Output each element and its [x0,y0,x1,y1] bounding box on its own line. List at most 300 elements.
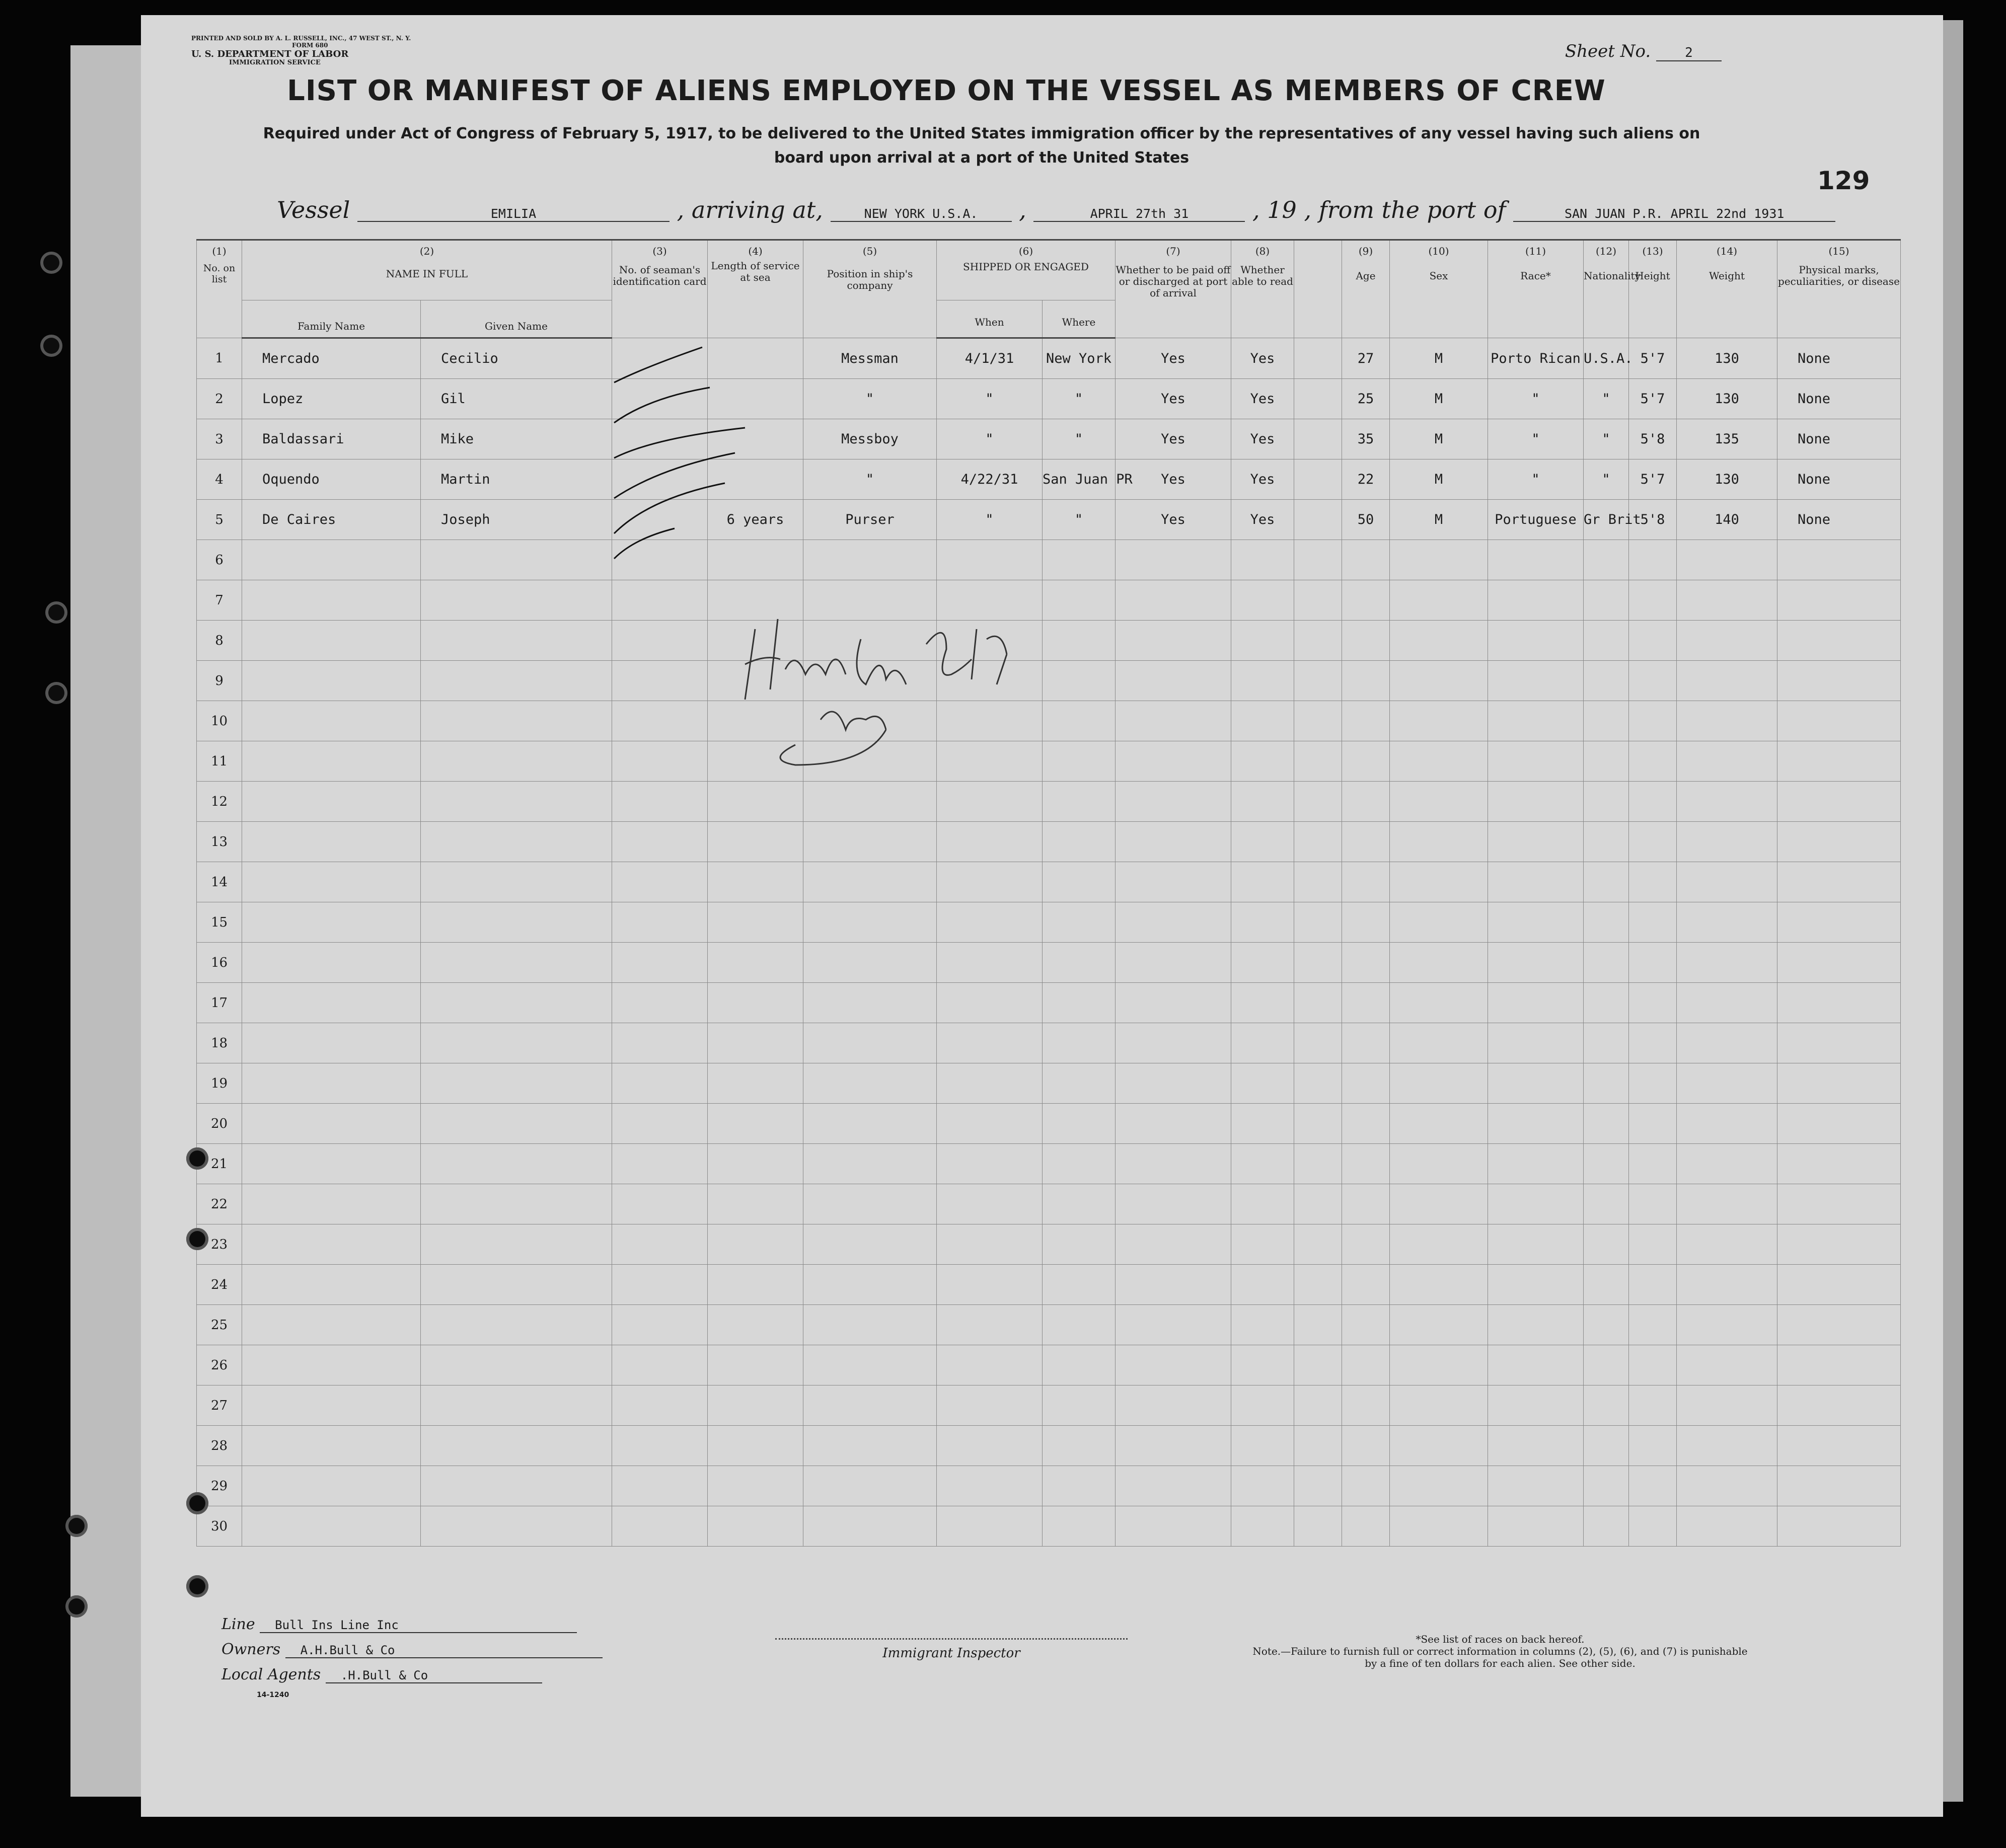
id-card [612,621,708,661]
age [1342,741,1390,782]
id-card [612,1426,708,1466]
weight: 130 [1677,459,1777,500]
physical-marks [1777,621,1901,661]
weight [1677,1506,1777,1547]
paid-off [1116,1466,1231,1506]
weight [1677,1184,1777,1224]
paid-off [1116,1184,1231,1224]
shipped-where [1043,1345,1116,1385]
shipped-where [1043,983,1116,1023]
service-length [708,1385,803,1426]
position [803,1265,937,1305]
service-length [708,1426,803,1466]
age [1342,1063,1390,1104]
age [1342,822,1390,862]
id-card [612,983,708,1023]
position [803,1184,937,1224]
table-row [197,1265,1901,1305]
manifest-sheet [141,15,1943,1817]
family-name [242,1265,421,1305]
paid-off [1116,902,1231,943]
physical-marks [1777,902,1901,943]
shipped-when [937,1104,1043,1144]
spacer-cell [1294,1385,1342,1426]
family-name [242,822,421,862]
shipped-where [1043,822,1116,862]
physical-marks [1777,580,1901,621]
col-no-header: (1) No. on list [197,240,242,338]
family-name [242,983,421,1023]
family-name [242,1224,421,1265]
sex [1390,1104,1488,1144]
paid-off: Yes [1116,338,1231,379]
nationality [1584,1506,1629,1547]
position [803,1104,937,1144]
table-row [197,1506,1901,1547]
height: 5'8 [1629,500,1677,540]
nationality [1584,983,1629,1023]
row-number: 20 [197,1104,242,1144]
able-to-read [1231,902,1294,943]
sex [1390,1144,1488,1184]
nationality [1584,1385,1629,1426]
table-row [197,338,1901,379]
able-to-read [1231,1023,1294,1063]
shipped-where [1043,862,1116,902]
position: Purser [803,500,937,540]
family-name [242,540,421,580]
service-length [708,943,803,983]
family-name: De Caires [242,500,421,540]
table-row [197,902,1901,943]
nationality [1584,580,1629,621]
sex [1390,1063,1488,1104]
row-number: 10 [197,701,242,741]
able-to-read [1231,1385,1294,1426]
table-row [197,782,1901,822]
physical-marks: None [1777,338,1901,379]
row-number: 3 [197,419,242,459]
paid-off [1116,1144,1231,1184]
shipped-when [937,1385,1043,1426]
shipped-when [937,943,1043,983]
weight [1677,1265,1777,1305]
table-row [197,500,1901,540]
sex [1390,1224,1488,1265]
able-to-read [1231,1265,1294,1305]
shipped-where [1043,540,1116,580]
race [1488,1385,1584,1426]
able-to-read [1231,540,1294,580]
shipped-where [1043,1063,1116,1104]
table-row [197,1224,1901,1265]
age [1342,1144,1390,1184]
page-title: LIST OR MANIFEST OF ALIENS EMPLOYED ON THE VESSEL AS MEMBERS OF CREW [287,74,1606,107]
arriving-label: , arriving at, [677,196,823,223]
shipped-where: " [1043,379,1116,419]
family-name [242,862,421,902]
binder-hole [186,1147,208,1170]
position [803,983,937,1023]
position [803,1224,937,1265]
check-marks [604,337,856,579]
spacer-cell [1294,379,1342,419]
table-row [197,1144,1901,1184]
weight [1677,782,1777,822]
sex [1390,1265,1488,1305]
spacer-cell [1294,782,1342,822]
col-weight-header: (14) Weight [1677,240,1777,338]
nationality [1584,1466,1629,1506]
position [803,902,937,943]
shipped-when [937,1345,1043,1385]
col-service-header: (4) Length of service at sea [708,240,803,338]
age [1342,621,1390,661]
paid-off [1116,1426,1231,1466]
shipped-where [1043,1385,1116,1426]
paid-off [1116,540,1231,580]
given-name: Gil [421,379,612,419]
service-length [708,1144,803,1184]
shipped-where [1043,1466,1116,1506]
height [1629,1224,1677,1265]
weight [1677,902,1777,943]
id-card [612,1506,708,1547]
height [1629,701,1677,741]
height [1629,540,1677,580]
height [1629,1426,1677,1466]
physical-marks: None [1777,419,1901,459]
given-name [421,1144,612,1184]
given-name: Cecilio [421,338,612,379]
able-to-read [1231,1466,1294,1506]
given-name [421,580,612,621]
weight [1677,1144,1777,1184]
able-to-read [1231,1345,1294,1385]
race: " [1488,459,1584,500]
height: 5'7 [1629,379,1677,419]
shipped-when [937,1426,1043,1466]
weight [1677,701,1777,741]
paid-off [1116,1063,1231,1104]
able-to-read [1231,1305,1294,1345]
id-card [612,1466,708,1506]
race [1488,782,1584,822]
service-length: 6 years [708,500,803,540]
nationality [1584,540,1629,580]
table-row [197,1466,1901,1506]
department: U. S. DEPARTMENT OF LABOR [191,48,349,59]
row-number: 29 [197,1466,242,1506]
weight [1677,661,1777,701]
age: 35 [1342,419,1390,459]
nationality [1584,1104,1629,1144]
row-number: 16 [197,943,242,983]
race: Portuguese [1488,500,1584,540]
height [1629,1144,1677,1184]
row-number: 18 [197,1023,242,1063]
shipped-when [937,1466,1043,1506]
nationality [1584,741,1629,782]
height [1629,1305,1677,1345]
col-idcard-header: (3) No. of seaman's identification card [612,240,708,338]
shipped-where [1043,1305,1116,1345]
binder-hole [186,1228,208,1250]
age [1342,701,1390,741]
race [1488,661,1584,701]
nationality [1584,1023,1629,1063]
family-name [242,782,421,822]
race [1488,1224,1584,1265]
able-to-read [1231,1224,1294,1265]
weight [1677,621,1777,661]
row-number: 30 [197,1506,242,1547]
physical-marks [1777,1023,1901,1063]
family-name [242,1144,421,1184]
height [1629,822,1677,862]
physical-marks [1777,661,1901,701]
id-card [612,902,708,943]
height [1629,1385,1677,1426]
height [1629,621,1677,661]
table-row [197,862,1901,902]
physical-marks [1777,701,1901,741]
able-to-read [1231,862,1294,902]
race [1488,1305,1584,1345]
given-name: Martin [421,459,612,500]
service-length [708,1224,803,1265]
col-nationality-header: (12) Nationality [1584,240,1629,338]
service-length [708,1265,803,1305]
inspector-signature [735,599,1057,772]
binder-hole [65,1595,88,1618]
position [803,1506,937,1547]
paid-off [1116,1506,1231,1547]
shipped-when [937,782,1043,822]
table-row [197,379,1901,419]
age: 25 [1342,379,1390,419]
able-to-read [1231,1104,1294,1144]
weight [1677,540,1777,580]
nationality [1584,862,1629,902]
nationality: " [1584,459,1629,500]
id-card [612,1385,708,1426]
given-name [421,822,612,862]
given-name [421,782,612,822]
spacer-cell [1294,1466,1342,1506]
col-race-header: (11) Race* [1488,240,1584,338]
nationality [1584,1345,1629,1385]
able-to-read: Yes [1231,500,1294,540]
col-marks-header: (15) Physical marks, peculiarities, or disease [1777,240,1901,338]
paid-off [1116,983,1231,1023]
arrival-date: APRIL 27th 31 [1033,206,1245,222]
given-name [421,943,612,983]
col-age-header: (9) Age [1342,240,1390,338]
race: " [1488,419,1584,459]
spacer-cell [1294,338,1342,379]
paid-off [1116,1104,1231,1144]
shipped-where: San Juan PR [1043,459,1116,500]
agents-label: Local Agents [221,1666,321,1683]
service-length [708,1023,803,1063]
nationality [1584,1063,1629,1104]
sex [1390,1345,1488,1385]
weight: 130 [1677,338,1777,379]
sex [1390,701,1488,741]
able-to-read: Yes [1231,338,1294,379]
shipped-when [937,862,1043,902]
age [1342,540,1390,580]
sex [1390,540,1488,580]
family-name [242,1305,421,1345]
height: 5'8 [1629,419,1677,459]
weight [1677,580,1777,621]
physical-marks [1777,1426,1901,1466]
age [1342,1345,1390,1385]
nationality [1584,1426,1629,1466]
shipped-when [937,983,1043,1023]
races-note: *See list of races on back hereof. [1416,1633,1585,1645]
table-row [197,1305,1901,1345]
row-number: 11 [197,741,242,782]
paid-off: Yes [1116,379,1231,419]
shipped-where: " [1043,419,1116,459]
col-name-header: (2) NAME IN FULL [242,240,612,300]
id-card [612,1063,708,1104]
shipped-where: " [1043,500,1116,540]
row-number: 8 [197,621,242,661]
vessel-label: Vessel [277,196,350,223]
shipped-when [937,1063,1043,1104]
inspector-label: Immigrant Inspector [882,1646,1020,1661]
service-length [708,1305,803,1345]
inspector-signature-line [775,1638,1128,1640]
printer-line: PRINTED AND SOLD BY A. L. RUSSELL, INC., 47 WEST ST., N. Y. [191,35,411,42]
family-name [242,902,421,943]
weight [1677,862,1777,902]
race [1488,1184,1584,1224]
height [1629,1265,1677,1305]
age [1342,943,1390,983]
race [1488,1506,1584,1547]
family-name [242,1426,421,1466]
physical-marks [1777,741,1901,782]
spacer-cell [1294,1265,1342,1305]
page-number: 129 [1817,166,1870,195]
height [1629,1023,1677,1063]
col-paid-header: (7) Whether to be paid off or discharged at port of arrival [1116,240,1231,338]
race [1488,822,1584,862]
sex: M [1390,379,1488,419]
service-length [708,782,803,822]
physical-marks [1777,1385,1901,1426]
age [1342,1265,1390,1305]
weight [1677,1345,1777,1385]
physical-marks [1777,1265,1901,1305]
id-card [612,1305,708,1345]
position [803,1305,937,1345]
service: IMMIGRATION SERVICE [229,59,321,67]
weight [1677,1426,1777,1466]
height [1629,580,1677,621]
nationality [1584,943,1629,983]
shipped-when [937,540,1043,580]
given-name [421,1023,612,1063]
service-length [708,983,803,1023]
race [1488,540,1584,580]
given-name: Mike [421,419,612,459]
col-sex-header: (10) Sex [1390,240,1488,338]
height [1629,1466,1677,1506]
age [1342,862,1390,902]
spacer-cell [1294,983,1342,1023]
line-label: Line [221,1615,255,1633]
paid-off [1116,1305,1231,1345]
physical-marks: None [1777,379,1901,419]
row-number: 6 [197,540,242,580]
weight [1677,983,1777,1023]
id-card [612,1184,708,1224]
shipped-when [937,1506,1043,1547]
age [1342,661,1390,701]
shipped-when: " [937,500,1043,540]
paid-off [1116,1023,1231,1063]
nationality [1584,1305,1629,1345]
able-to-read: Yes [1231,459,1294,500]
spacer-cell [1294,822,1342,862]
height [1629,782,1677,822]
nationality: " [1584,419,1629,459]
spacer-cell [1294,1144,1342,1184]
shipped-where [1043,902,1116,943]
able-to-read [1231,621,1294,661]
weight [1677,1385,1777,1426]
col-read-header: (8) Whether able to read [1231,240,1294,338]
row-number: 5 [197,500,242,540]
weight [1677,943,1777,983]
age [1342,580,1390,621]
owners-field [221,1641,603,1666]
given-name [421,621,612,661]
able-to-read [1231,983,1294,1023]
race [1488,741,1584,782]
table-row [197,1385,1901,1426]
height: 5'7 [1629,459,1677,500]
height [1629,661,1677,701]
sex [1390,943,1488,983]
agents-value: .H.Bull & Co [326,1668,542,1683]
year-label: , 19 [1252,196,1297,223]
shipped-when: " [937,419,1043,459]
row-number: 27 [197,1385,242,1426]
id-card [612,1345,708,1385]
table-row [197,1345,1901,1385]
given-name [421,1385,612,1426]
paid-off [1116,1265,1231,1305]
table-row [197,459,1901,500]
race [1488,701,1584,741]
nationality: U.S.A. [1584,338,1629,379]
paid-off [1116,661,1231,701]
age [1342,1224,1390,1265]
shipped-when [937,1224,1043,1265]
family-name [242,580,421,621]
service-length [708,1345,803,1385]
id-card [612,1104,708,1144]
position [803,1345,937,1385]
sheet-number [1565,41,1722,61]
